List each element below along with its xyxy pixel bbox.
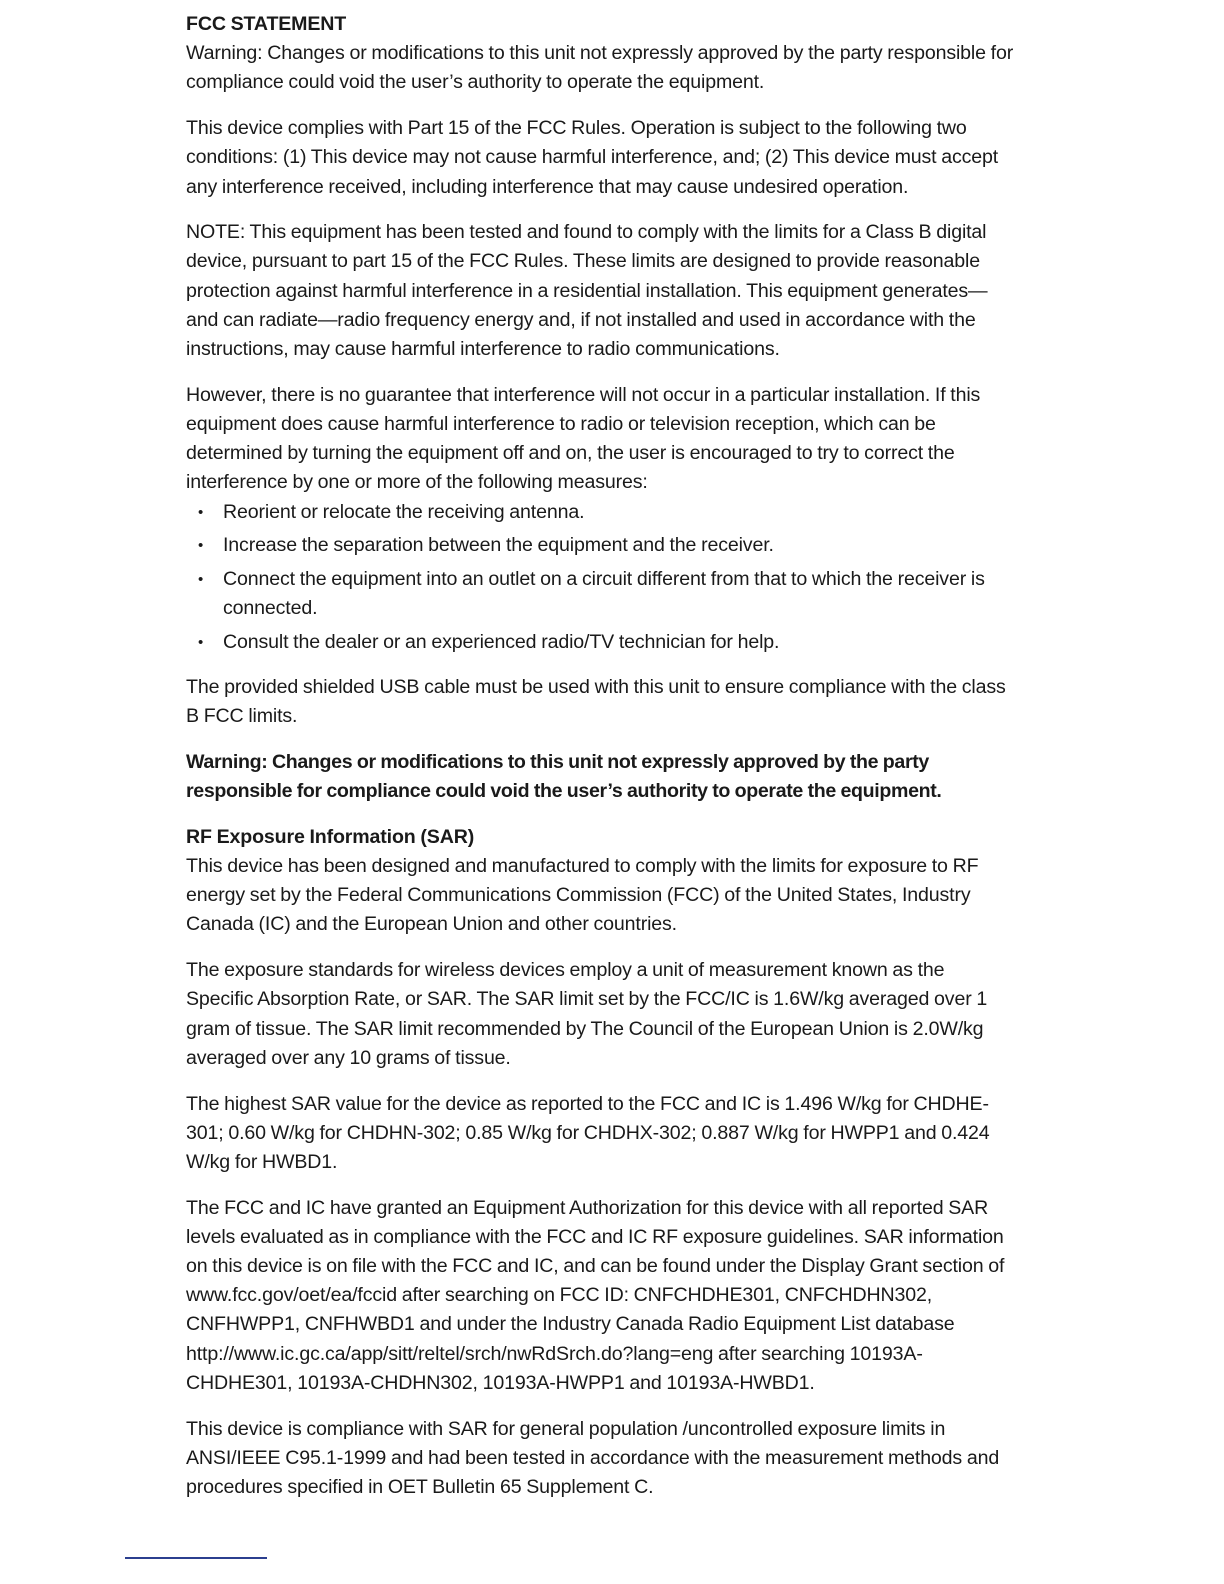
fcc-warning-paragraph: Warning: Changes or modifications to this unit not expressly approved by the party responsible for compliance could void the user’s authority to operate the equipment. xyxy=(186,42,1014,94)
list-item xyxy=(186,628,1003,657)
usb-cable-paragraph: The provided shielded USB cable must be used with this unit to ensure compliance with the class B FCC limits. xyxy=(186,676,1006,728)
list-item xyxy=(186,498,1003,527)
sar-compliance-paragraph: This device is compliance with SAR for general population /uncontrolled exposure limits in ANSI/IEEE C95.1-1999 and had been tested in accordance with the measurement methods and procedures specified in OET Bulletin 65 Supplement C. xyxy=(186,1417,1000,1498)
fcc-statement-heading: FCC STATEMENT xyxy=(186,13,347,35)
measure-text: Connect the equipment into an outlet on a circuit different from that to which the receiver is connected. xyxy=(223,567,985,620)
measure-text: Increase the separation between the equipment and the receiver. xyxy=(223,534,774,557)
document-page xyxy=(186,10,1016,1519)
class-b-note-paragraph: NOTE: This equipment has been tested and found to comply with the limits for a Class B digital device, pursuant to part 15 of the FCC Rules. These limits are designed to provide reasonable protection against harmful interference in a residential installation. This equipment generates—and can radiate—radio frequency energy and, if not installed and used in accordance with the instructions, may cause harmful interference to radio communications. xyxy=(186,221,988,361)
rf-exposure-heading: RF Exposure Information (SAR) xyxy=(186,825,475,848)
rf-intro-paragraph: This device has been designed and manufactured to comply with the limits for exposure to RF energy set by the Federal Communications Commission (FCC) of the United States, Industry Canada (IC) and the European Union and other countries. xyxy=(186,855,979,936)
bullet-icon: • xyxy=(198,503,204,521)
sar-standards-paragraph: The exposure standards for wireless devices employ a unit of measurement known as the Specific Absorption Rate, or SAR. The SAR limit set by the FCC/IC is 1.6W/kg averaged over 1 gram of tissue. The SAR limit recommended by The Council of the European Union is 2.0W/kg averaged over any 10 grams of tissue. xyxy=(186,959,988,1069)
measure-text: Reorient or relocate the receiving antenna. xyxy=(223,500,585,523)
interference-paragraph: However, there is no guarantee that interference will not occur in a particular installation. If this equipment does cause harmful interference to radio or television reception, which can be determined by turning the equipment off and on, the user is encouraged to try to correct the interference by one or more of the following measures: xyxy=(186,383,981,494)
measure-text: Consult the dealer or an experienced radio/TV technician for help. xyxy=(223,630,780,653)
part15-paragraph: This device complies with Part 15 of the FCC Rules. Operation is subject to the following two conditions: (1) This device may not cause harmful interference, and; (2) This device must accept any interference received, including interference that may cause undesired operation. xyxy=(186,117,999,198)
equipment-authorization-paragraph: The FCC and IC have granted an Equipment Authorization for this device with all reported SAR levels evaluated as in compliance with the FCC and IC RF exposure guidelines. SAR information on this device is on file with the FCC and IC, and can be found under the Display Grant section of www.fcc.gov/oet/ea/fccid after searching on FCC ID: CNFCHDHE301, CNFCHDHN302, CNFHWPP1, CNFHWBD1 and under the Industry Canada Radio Equipment List database http://www.ic.gc.ca/app/sitt/reltel/srch/nwRdSrch.do?lang=eng after searching 10193A-CHDHE301, 10193A-CHDHN302, 10193A-HWPP1 and 10193A-HWBD1. xyxy=(186,1196,1005,1394)
list-item xyxy=(186,565,1003,623)
bullet-icon: • xyxy=(198,537,204,555)
footer-divider xyxy=(125,1557,267,1559)
list-item xyxy=(186,531,1003,560)
measures-list xyxy=(186,498,1016,658)
bold-warning-paragraph: Warning: Changes or modifications to this unit not expressly approved by the party responsible for compliance could void the user’s authority to operate the equipment. xyxy=(186,750,942,803)
bullet-icon: • xyxy=(198,570,204,588)
bullet-icon: • xyxy=(198,633,204,651)
highest-sar-paragraph: The highest SAR value for the device as reported to the FCC and IC is 1.496 W/kg for CHDHE-301; 0.60 W/kg for CHDHN-302; 0.85 W/kg for CHDHX-302; 0.887 W/kg for HWPP1 and 0.424 W/kg for HWBD1. xyxy=(186,1092,990,1173)
